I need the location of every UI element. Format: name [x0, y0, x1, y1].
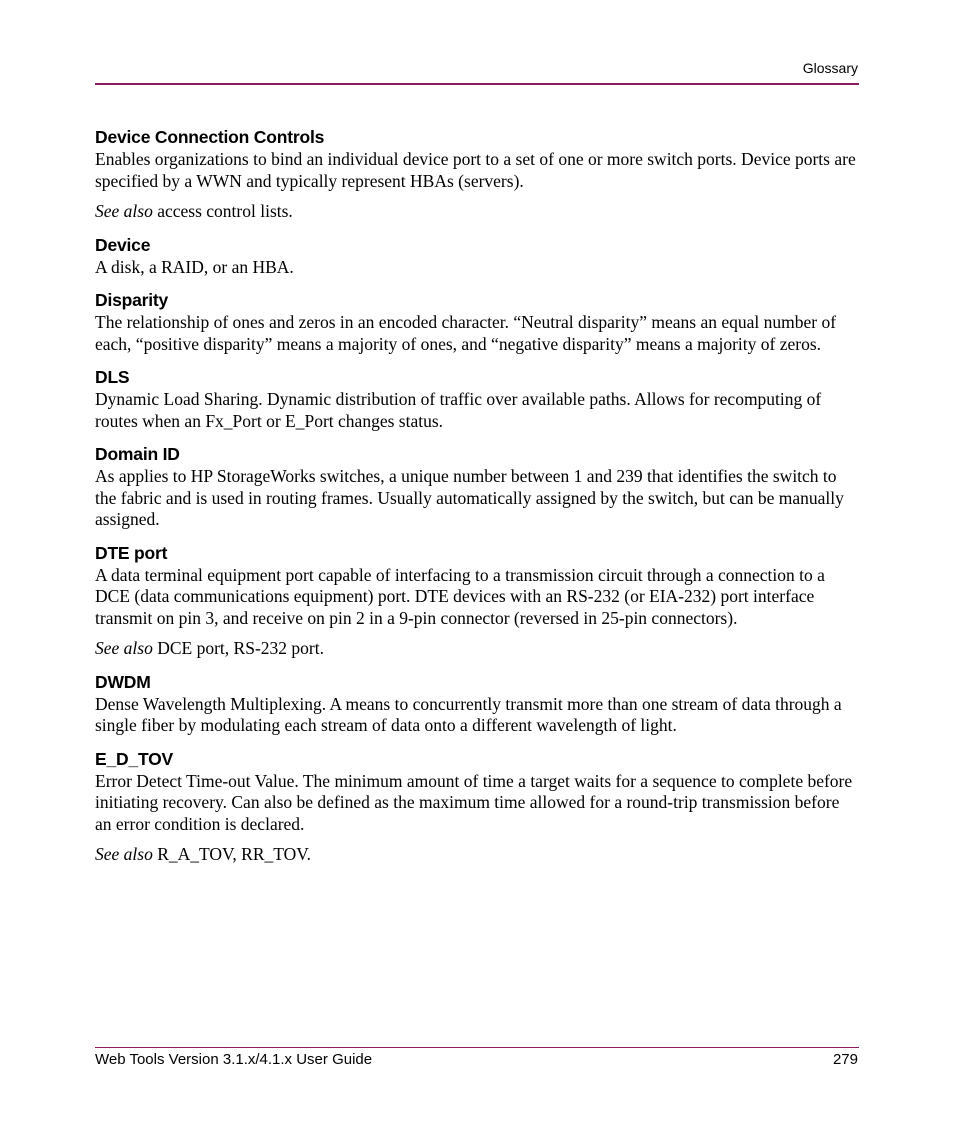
see-also-text: DCE port, RS-232 port. [152, 638, 324, 658]
glossary-term: Device Connection Controls [95, 127, 325, 147]
glossary-definition: The relationship of ones and zeros in an encoded character. “Neutral disparity” means an equal number of each, “positive disparity” means a majority of ones, and “negative disparity” means a majority of zeros. [95, 312, 837, 354]
glossary-term: Domain ID [95, 444, 180, 464]
glossary-definition: Enables organizations to bind an individual device port to a set of one or more switch ports. Device ports are specified by a WWN and typically represent HBAs (servers). [95, 149, 856, 191]
see-also-label: See also [95, 201, 153, 221]
glossary-definition: As applies to HP StorageWorks switches, a unique number between 1 and 239 that identifies the switch to the fabric and is used in routing frames. Usually automatically assigned by the switch, but can be manually assigned. [95, 466, 844, 529]
glossary-definition: Dynamic Load Sharing. Dynamic distribution of traffic over available paths. Allows for recomputing of routes when an Fx_Port or E_Port changes status. [95, 389, 822, 431]
header-divider [95, 83, 859, 85]
glossary-term: DLS [95, 367, 130, 387]
glossary-entry-device [95, 235, 859, 279]
glossary-entry-dls [95, 367, 859, 432]
running-header: Glossary [802, 60, 858, 76]
glossary-term: DTE port [95, 542, 168, 563]
glossary-term: E_D_TOV [95, 748, 174, 769]
see-also [95, 638, 859, 660]
see-also-label: See also [95, 844, 153, 864]
glossary-entry-dte-port [95, 543, 859, 660]
glossary-term: Disparity [95, 290, 169, 310]
glossary-entry-disparity [95, 290, 859, 355]
glossary-term: DWDM [95, 671, 151, 692]
footer-title: Web Tools Version 3.1.x/4.1.x User Guide [95, 1051, 373, 1068]
glossary-definition: A data terminal equipment port capable of interfacing to a transmission circuit through a connection to a DCE (data communications equipment) port. DTE devices with an RS-232 (or EIA-232) port interface transmit on pin 3, and receive on pin 2 in a 9-pin connector (reversed in 25-pin connectors). [95, 564, 825, 628]
see-also-label: See also [95, 638, 153, 658]
glossary-entry-e-d-tov [95, 749, 859, 866]
glossary-entry-device-connection-controls [95, 127, 859, 223]
glossary-definition: Dense Wavelength Multiplexing. A means to concurrently transmit more than one stream of data through a single fiber by modulating each stream of data onto a different wavelength of light. [95, 693, 842, 735]
see-also [95, 201, 859, 223]
footer-divider [95, 1047, 859, 1048]
glossary-entry-domain-id [95, 444, 859, 531]
page-number: 279 [832, 1051, 858, 1068]
glossary-definition: A disk, a RAID, or an HBA. [95, 256, 294, 277]
glossary-entry-dwdm [95, 672, 859, 737]
glossary-definition: Error Detect Time-out Value. The minimum amount of time a target waits for a sequence to complete before initiating recovery. Can also be defined as the maximum time allowed for a round-trip transmission before an error condition is declared. [95, 770, 853, 834]
see-also [95, 844, 859, 866]
glossary-content [95, 127, 859, 866]
see-also-text: R_A_TOV, RR_TOV. [152, 844, 312, 864]
see-also-text: access control lists. [152, 201, 293, 221]
glossary-term: Device [95, 234, 151, 255]
